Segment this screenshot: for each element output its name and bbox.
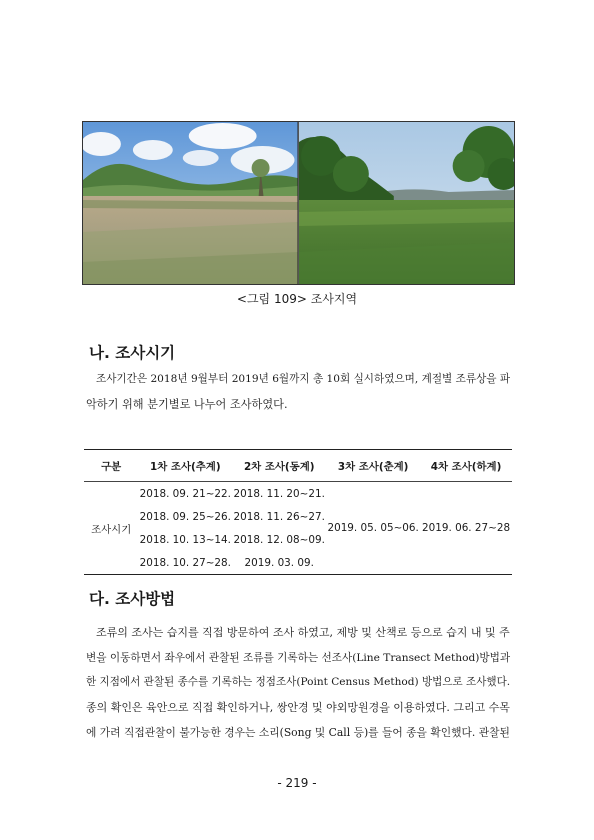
table-header-cell: 구분 xyxy=(84,450,138,482)
survey-schedule-table xyxy=(84,449,512,575)
paragraph-line: 변을 이동하면서 좌우에서 관찰된 조류를 기록하는 선조사(Line Transect Method)방법과 xyxy=(86,651,511,664)
page-number: - 219 - xyxy=(277,776,317,790)
table-row xyxy=(84,482,512,506)
paragraph-line: 조류의 조사는 습지를 직접 방문하여 조사 하였고, 제방 및 산책로 등으로 습지 내 및 주 xyxy=(96,626,510,639)
survey-period-paragraph xyxy=(86,367,510,417)
paragraph-line: 악하기 위해 분기별로 나누어 조사하였다. xyxy=(86,398,288,411)
table-header-cell: 4차 조사(하계) xyxy=(420,450,512,482)
table-cell: 2018. 09. 25~26. xyxy=(139,510,231,523)
field-site-photo-1 xyxy=(83,122,298,284)
table-header-cell: 2차 조사(동계) xyxy=(232,450,326,482)
table-cell: 2019. 05. 05~06. xyxy=(327,522,419,534)
paragraph-line: 한 지점에서 관찰된 종수를 기록하는 정점조사(Point Census Method) 방법으로 조사했다. xyxy=(86,676,511,688)
survey-area-figure xyxy=(82,121,515,285)
table-cell: 2018. 10. 13~14. xyxy=(139,533,231,546)
table-cell: 2018. 10. 27~28. xyxy=(139,556,231,569)
table-cell: 2019. 03. 09. xyxy=(244,556,314,569)
survey-method-paragraph xyxy=(86,620,510,745)
section-heading-survey-period: 나. 조사시기 xyxy=(89,344,176,362)
row-label-cell: 조사시기 xyxy=(91,523,132,536)
table-cell: 2018. 12. 08~09. xyxy=(233,533,325,546)
table-cell: 2018. 09. 21~22. xyxy=(139,487,231,500)
table-cell: 2018. 11. 26~27. xyxy=(233,510,325,523)
field-site-photo-2 xyxy=(298,122,515,284)
table-header-cell: 3차 조사(춘계) xyxy=(326,450,420,482)
table-cell: 2018. 11. 20~21. xyxy=(233,487,325,500)
paragraph-line: 에 가려 직접관찰이 불가능한 경우는 소리(Song 및 Call 등)를 들어 종을 확인했다. 관찰된 xyxy=(86,726,510,739)
paragraph-line: 종의 확인은 육안으로 직접 확인하거나, 쌍안경 및 야외망원경을 이용하였다. 그리고 수목 xyxy=(86,701,510,714)
paragraph-line: 조사기간은 2018년 9월부터 2019년 6월까지 총 10회 실시하였으며, 계절별 조류상을 파 xyxy=(96,373,511,385)
table-header-cell: 1차 조사(추계) xyxy=(138,450,232,482)
figure-caption: <그림 109> 조사지역 xyxy=(236,292,358,306)
table-header-row xyxy=(84,450,512,482)
table-cell: 2019. 06. 27~28 xyxy=(422,522,511,534)
section-heading-survey-method: 다. 조사방법 xyxy=(89,590,176,608)
